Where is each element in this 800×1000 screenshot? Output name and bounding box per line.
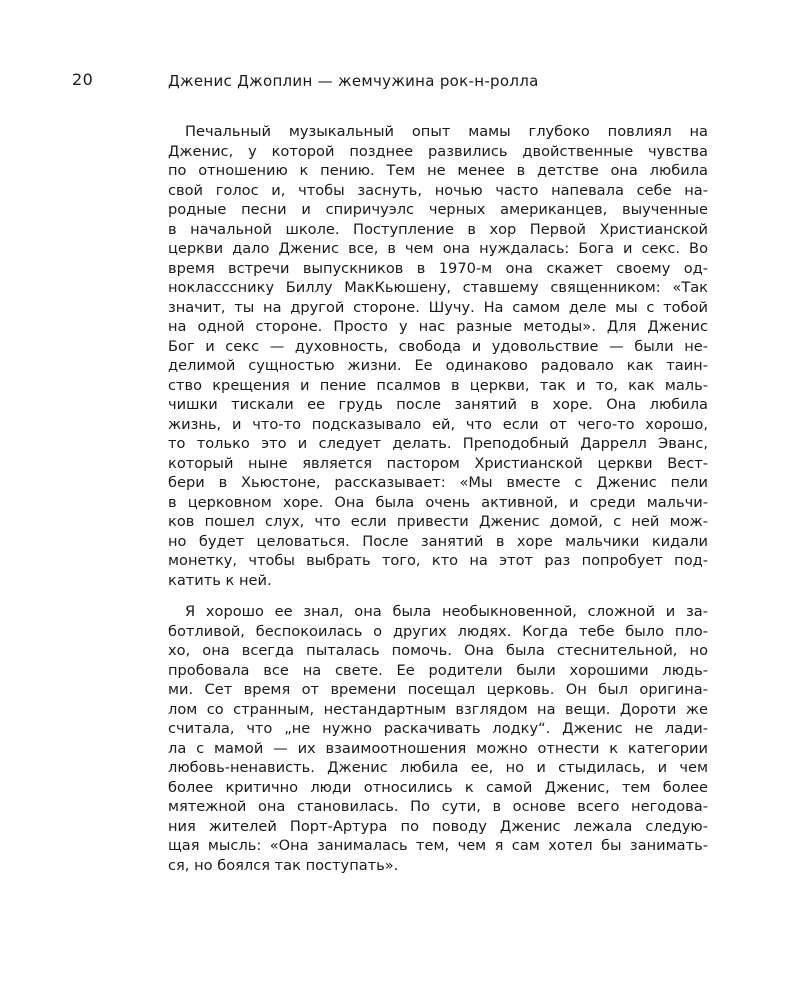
text-line: значит, ты на другой стороне. Шучу. На самом деле мы с тобой xyxy=(168,298,708,316)
text-line: по отношению к пению. Тем не менее в детстве она любила xyxy=(168,162,708,179)
text-line: лом со странным, нестандартным взглядом на вещи. Дороти же xyxy=(168,700,708,718)
text-line: ла с мамой — их взаимоотношения можно отнести к категории xyxy=(168,739,708,757)
text-line: ми. Сет время от времени посещал церковь. Он был оригина- xyxy=(168,681,708,698)
text-line: более критично люди относились к самой Дженис, тем более xyxy=(168,778,708,796)
text-line: пробовала все на свете. Ее родители были хорошими людь- xyxy=(168,661,708,679)
text-line: делимой сущностью жизни. Ее одинаково радовало как таин- xyxy=(168,357,708,374)
text-line: мятежной она становилась. По сути, в основе всего негодова- xyxy=(168,798,708,815)
text-line: который ныне является пастором Христианской церкви Вест- xyxy=(168,454,708,472)
text-line: Я хорошо ее знал, она была необыкновенной, сложной и за- xyxy=(185,603,708,620)
text-line: ния жителей Порт-Артура по поводу Дженис лежала следую- xyxy=(168,817,708,835)
text-line: считала, что „не нужно раскачивать лодку“. Дженис не лади- xyxy=(168,720,708,737)
page-number: 20 xyxy=(72,70,94,89)
text-line: Печальный музыкальный опыт мамы глубоко повлиял на xyxy=(185,123,708,140)
text-line: то только это и следует делать. Преподобный Даррелл Эванс, xyxy=(168,435,708,452)
text-line: на одной стороне. Просто у нас разные методы». Для Дженис xyxy=(168,318,708,335)
text-line: Дженис, у которой позднее развились двойственные чувства xyxy=(168,142,708,160)
text-line: катить к ней. xyxy=(168,571,272,589)
text-line: чишки тискали ее грудь после занятий в хоре. Она любила xyxy=(168,396,708,413)
text-line: время встречи выпускников в 1970-м она скажет своему од- xyxy=(168,259,708,277)
body-text xyxy=(168,122,708,875)
text-line: церкви дало Дженис все, в чем она нуждалась: Бога и секс. Во xyxy=(168,240,708,257)
text-line: хо, она всегда пыталась помочь. Она была стеснительной, но xyxy=(168,642,708,659)
text-line: ство крещения и пение псалмов в церкви, так и то, как маль- xyxy=(168,376,708,394)
text-line: в церковном хоре. Она была очень активной, и среди мальчи- xyxy=(168,493,708,511)
text-line: но будет целоваться. После занятий в хоре мальчики кидали xyxy=(168,532,708,550)
text-line: ноклассснику Биллу МакКьюшену, ставшему священником: «Так xyxy=(168,279,708,296)
text-line: монетку, чтобы выбрать того, кто на этот раз попробует под- xyxy=(168,552,708,569)
paragraph-2 xyxy=(168,602,708,875)
text-line: щая мысль: «Она занималась тем, чем я сам хотел бы занимать- xyxy=(168,837,708,854)
text-line: в начальной школе. Поступление в хор Первой Христианской xyxy=(168,220,708,238)
text-line: родные песни и спиричуэлс черных американцев, выученные xyxy=(168,201,708,218)
paragraph-1 xyxy=(168,122,708,590)
text-line: бери в Хьюстоне, рассказывает: «Мы вместе с Дженис пели xyxy=(168,474,708,491)
running-header: Дженис Джоплин — жемчужина рок-н-ролла xyxy=(168,72,539,90)
text-line: ков пошел слух, что если привести Дженис домой, с ней мож- xyxy=(168,513,708,530)
text-line: Бог и секс — духовность, свобода и удовольствие — были не- xyxy=(168,337,708,355)
text-line: свой голос и, чтобы заснуть, ночью часто напевала себе на- xyxy=(168,181,708,199)
text-line: ся, но боялся так поступать». xyxy=(168,856,399,874)
text-line: ботливой, беспокоилась о других людях. Когда тебе было пло- xyxy=(168,622,708,640)
text-line: любовь-ненависть. Дженис любила ее, но и стыдилась, и чем xyxy=(168,759,708,776)
text-line: жизнь, и что-то подсказывало ей, что если от чего-то хорошо, xyxy=(168,415,708,433)
